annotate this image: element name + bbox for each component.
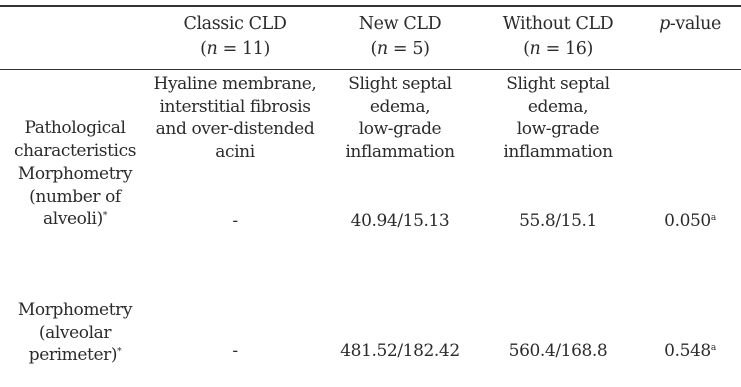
header-classic-cld-n: (n = 11) [200, 39, 270, 59]
header-p-value [640, 12, 740, 37]
header-without-cld [488, 12, 628, 62]
row-pathological-label [0, 117, 150, 162]
header-new-cld-n: (n = 5) [370, 39, 430, 59]
cell-line: edema, [527, 96, 589, 117]
cell-line: acini [215, 141, 255, 162]
row-alveolar-perimeter-label [0, 299, 150, 367]
header-classic-cld-label: Classic CLD [183, 14, 287, 34]
header-new-cld [330, 12, 470, 62]
row-pathological-without [488, 73, 628, 163]
footnote-marker: a [710, 213, 716, 223]
row-label-line: Pathological [24, 118, 126, 138]
row-label-line: (number of [29, 186, 121, 207]
row-label-line: (alveolar [38, 322, 112, 343]
cell-line: interstitial fibrosis [159, 96, 311, 117]
footnote-marker: a [710, 343, 716, 353]
cell-line: and over-distended [155, 119, 315, 139]
footnote-marker: * [117, 347, 122, 357]
table-top-rule [0, 5, 741, 7]
row-alveolar-perimeter-without: 560.4/168.8 [508, 341, 608, 361]
row-alveolar-perimeter-p: 0.548$^a$ [664, 341, 716, 361]
row-alveolar-perimeter-new: 481.52/182.42 [340, 341, 460, 361]
row-alveolar-perimeter-classic: - [232, 341, 238, 361]
header-without-cld-n: (n = 16) [523, 39, 593, 59]
cell-line: Slight septal [506, 74, 610, 94]
row-label-line: perimeter)* [28, 345, 122, 365]
cell-line: low-grade [516, 119, 600, 139]
row-label-line: Morphometry [17, 300, 133, 320]
row-label-line: characteristics [13, 140, 137, 161]
cell-line: edema, [369, 96, 431, 117]
row-pathological-classic [150, 73, 320, 163]
cell-line: low-grade [358, 119, 442, 139]
row-label-line: alveoli)* [43, 209, 107, 229]
header-p-italic: p [659, 14, 670, 34]
header-p-rest: -value [669, 14, 721, 34]
row-pathological-new [330, 73, 470, 163]
header-classic-cld [155, 12, 315, 62]
footnote-marker: * [102, 211, 107, 221]
row-number-alveoli-without: 55.8/15.1 [519, 211, 597, 231]
header-without-cld-label: Without CLD [502, 14, 614, 34]
header-rule [0, 69, 741, 70]
row-number-alveoli-p: 0.050$^a$ [664, 211, 716, 231]
cell-line: Hyaline membrane, [153, 74, 317, 94]
row-number-alveoli-classic: - [232, 211, 238, 231]
cell-line: inflammation [345, 141, 455, 162]
cell-line: Slight septal [348, 74, 452, 94]
row-label-line: Morphometry [17, 164, 133, 184]
row-number-alveoli-label [0, 163, 150, 231]
header-new-cld-label: New CLD [358, 14, 442, 34]
row-number-alveoli-new: 40.94/15.13 [350, 211, 450, 231]
cell-line: inflammation [503, 141, 613, 162]
